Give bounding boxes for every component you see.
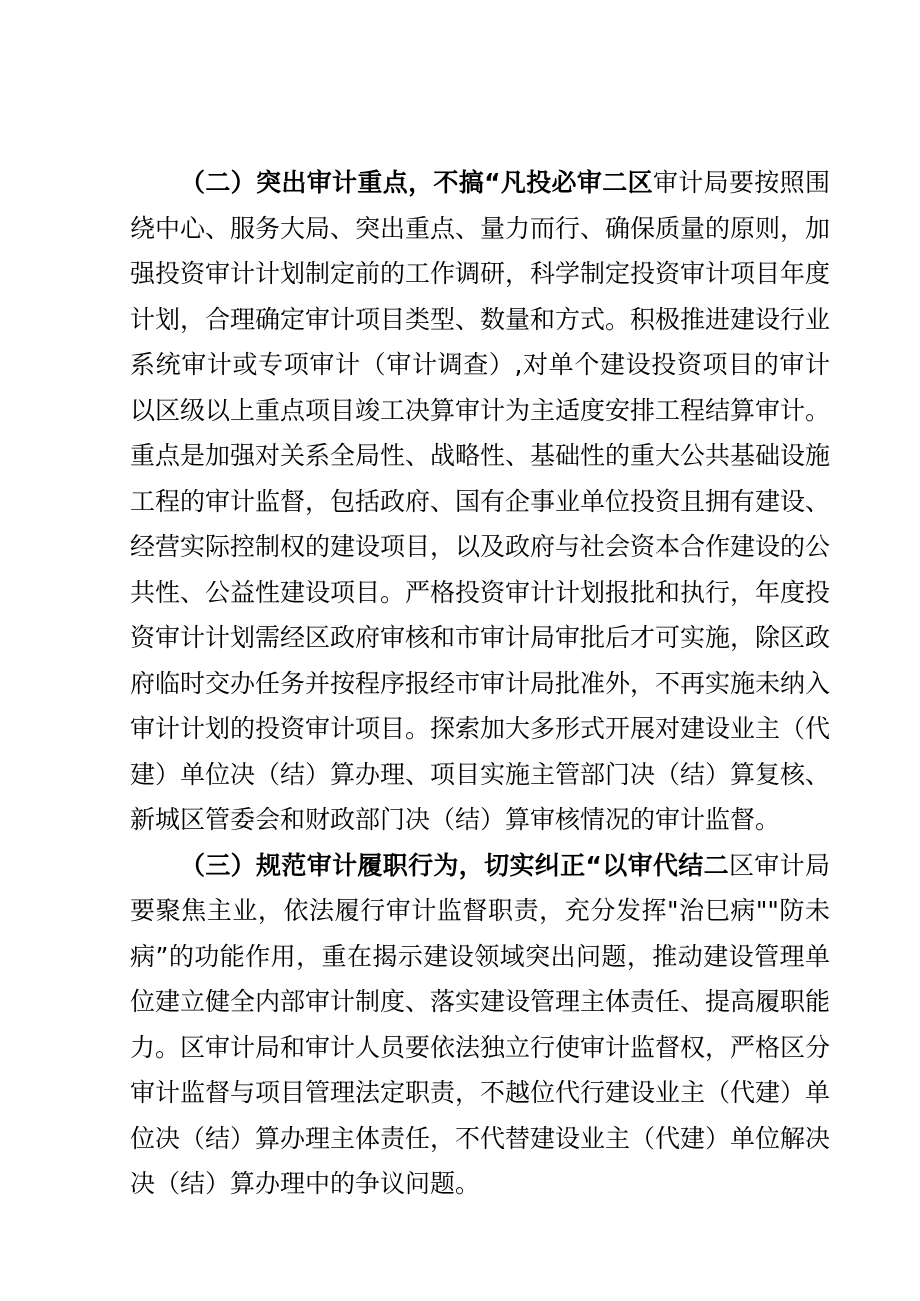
document-body — [130, 160, 830, 1207]
section-two-heading: （二）突出审计重点，不搞“凡投必审二区 — [180, 168, 653, 197]
section-three-text: 区审计局要聚焦主业，依法履行审计监督职责，充分发挥"治巳病""防未病”的功能作用，重在揭示建设领域突出问题，推动建设管理单位建立健全内部审计制度、落实建设管理主体责任、提高履职能力。区审计局和审计人员要依法独立行使审计监督权，严格区分审计监督与项目管理法定职责，不越位代行建设业主（代建）单位决（结）算办理主体责任，不代替建设业主（代建）单位解决决（结）算办理中的争议问题。 — [130, 850, 831, 1198]
section-two-text: 审计局要按照围绕中心、服务大局、突出重点、量力而行、确保质量的原则，加强投资审计计划制定前的工作调研，科学制定投资审计项目年度计划，合理确定审计项目类型、数量和方式。积极推进建设行业系统审计或专项审计（审计调查）,对单个建设投资项目的审计以区级以上重点项目竣工决算审计为主适度安排工程结算审计。重点是加强对关系全局性、战略性、基础性的重大公共基础设施工程的审计监督，包括政府、国有企事业单位投资且拥有建设、经营实际控制权的建设项目，以及政府与社会资本合作建设的公共性、公益性建设项目。严格投资审计计划报批和执行，年度投资审计计划需经区政府审核和市审计局审批后才可实施，除区政府临时交办任务并按程序报经市审计局批准外，不再实施未纳入审计计划的投资审计项目。探索加大多形式开展对建设业主（代建）单位决（结）算办理、项目实施主管部门决（结）算复核、新城区管委会和财政部门决（结）算审核情况的审计监督。 — [130, 168, 831, 834]
paragraph-section-three — [130, 843, 830, 1207]
section-three-heading: （三）规范审计履职行为，切实纠正“以审代结二 — [180, 850, 729, 880]
paragraph-section-two — [130, 160, 830, 843]
